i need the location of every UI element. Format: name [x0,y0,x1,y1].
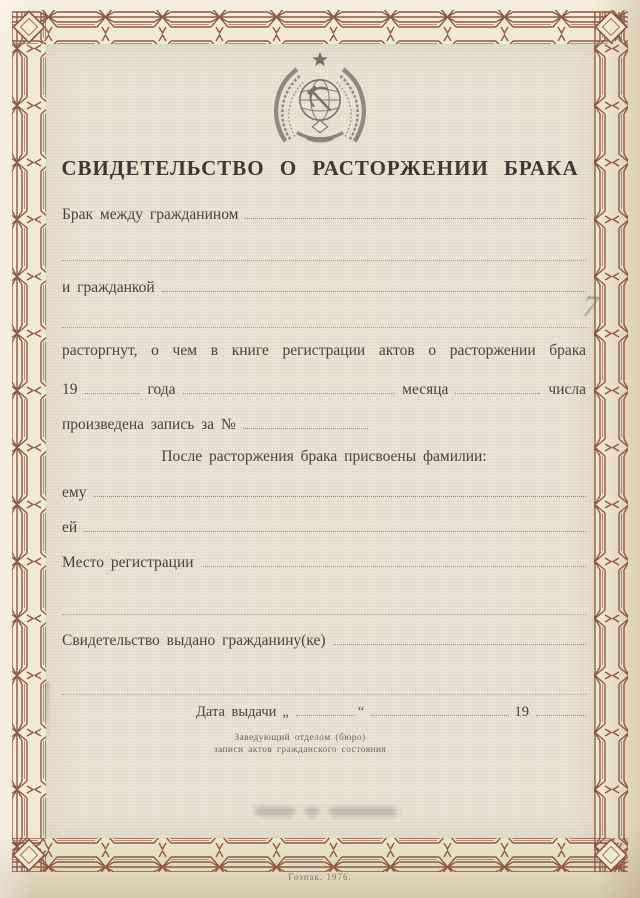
blank-field-line [243,414,368,429]
field-date-of-dissolution [62,379,586,399]
faded-serial-stamp [196,802,456,820]
day-word: числа [548,381,586,398]
blank-field-line [245,204,586,219]
blank-field-line [296,701,356,716]
blank-field-line [333,630,586,645]
wife-label: и гражданкой [62,279,155,296]
field-surname-him [62,482,586,502]
field-record-number [62,414,586,434]
blank-field-line [62,612,586,615]
place-label: Место регистрации [62,554,194,571]
open-quote: „ [282,704,289,720]
blank-field-line [62,325,586,328]
field-surname-her [62,517,586,537]
blank-field-line [201,552,586,567]
issued-to-label: Свидетельство выдано гражданину(ке) [62,632,326,649]
field-issue-date [196,701,586,721]
paper-crease [46,682,49,740]
year-word: года [147,381,176,398]
blank-field-line [93,482,586,497]
signature-block [46,732,554,756]
certificate-body [46,44,600,838]
blank-field-line [84,517,586,532]
her-label: ей [62,519,78,536]
certificate-title: СВИДЕТЕЛЬСТВО О РАСТОРЖЕНИИ БРАКА [61,156,579,180]
husband-label: Брак между гражданином [62,206,239,223]
blank-field-line [536,701,586,716]
record-label: произведена запись за № [62,416,236,433]
smudge-mark [305,807,319,816]
blank-field-line [371,701,508,716]
signature-line1: Заведующий отделом (бюро) [234,733,366,743]
blank-field-line [62,258,586,261]
blank-field-line [455,379,540,394]
field-husband [62,204,586,224]
year-prefix: 19 [62,381,78,398]
month-word: месяца [402,381,449,398]
smudge-mark [329,807,397,816]
issue-date-label: Дата выдачи [196,704,277,720]
printer-imprint: Гознак. 1976. [288,872,352,882]
close-quote: “ [357,704,365,720]
field-issued-to [62,630,586,650]
blank-field-line [162,277,586,292]
blank-field-line [62,692,586,695]
dissolved-statement: расторгнут, о чем в книге регистрации актов о расторжении брака [62,342,586,359]
surnames-heading: После расторжения брака присвоены фамилии: [161,448,487,465]
blank-field-line [85,379,140,394]
blank-field-line [183,379,395,394]
him-label: ему [62,484,87,501]
ussr-state-emblem-icon [46,50,594,155]
signature-line2: записи актов гражданского состояния [213,745,387,755]
issue-year-prefix: 19 [514,704,529,720]
field-wife [62,277,586,297]
field-registration-place [62,552,586,572]
smudge-mark [255,807,295,816]
handwritten-margin-mark: 7 [581,289,600,324]
